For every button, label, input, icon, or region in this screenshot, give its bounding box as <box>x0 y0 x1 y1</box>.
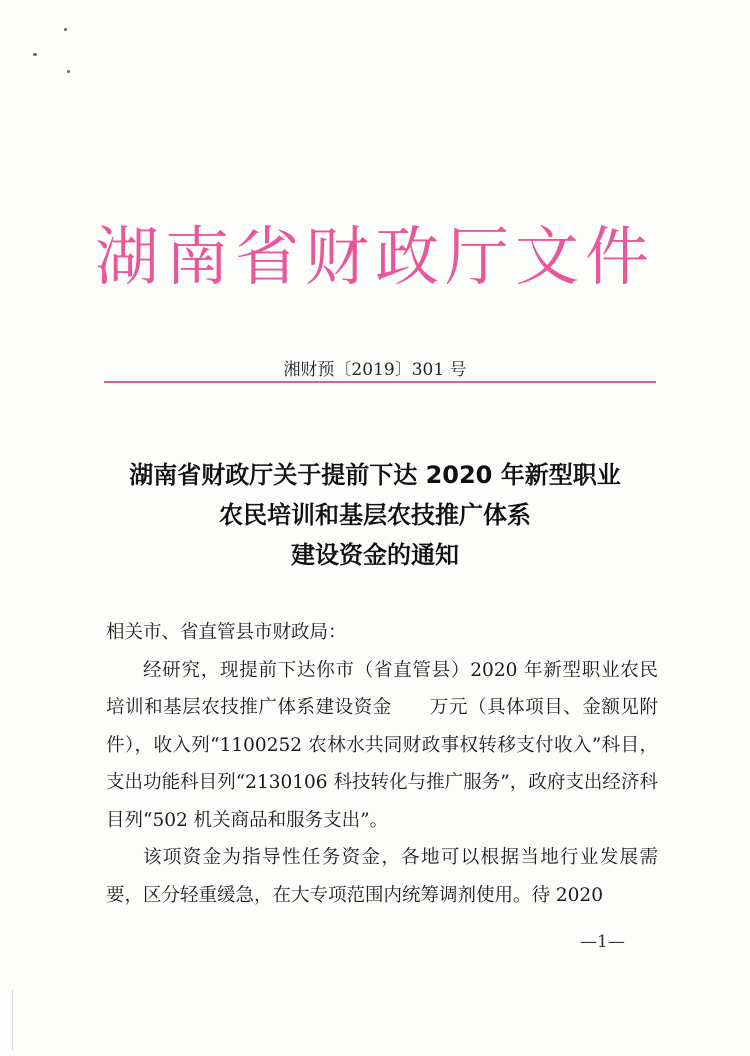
document-number: 湘财预〔2019〕301 号 <box>283 360 467 380</box>
body-paragraph: 该项资金为指导性任务资金，各地可以根据当地行业发展需要，区分轻重缓急，在大专项范围内统筹调剂使用。待 2020 <box>106 847 658 906</box>
notice-title-line: 建设资金的通知 <box>291 541 459 569</box>
notice-title-line: 农民培训和基层农技推广体系 <box>219 501 531 529</box>
page-number: —1— <box>580 932 625 952</box>
scan-speck <box>67 70 70 73</box>
notice-title <box>60 455 690 575</box>
document-header-title: 湖南省财政厅文件 <box>95 221 655 295</box>
scan-speck <box>64 28 67 31</box>
scan-edge-mark <box>12 990 13 1050</box>
scan-speck <box>33 53 37 56</box>
body-paragraph: 经研究，现提前下达你市（省直管县）2020 年新型职业农民培训和基层农技推广体系建设资金 万元（具体项目、金额见附件），收入列“1100252 农林水共同财政事权转移支付收入”科目，支出功能科目列“2130106 科技转化与推广服务”，政府支出经济科目列“502 机关商品和服务支出”。 <box>106 659 658 831</box>
header-divider-line <box>104 381 656 383</box>
notice-title-line: 湖南省财政厅关于提前下达 2020 年新型职业 <box>129 461 621 489</box>
notice-body <box>106 614 658 914</box>
salutation: 相关市、省直管县市财政局： <box>106 622 347 643</box>
